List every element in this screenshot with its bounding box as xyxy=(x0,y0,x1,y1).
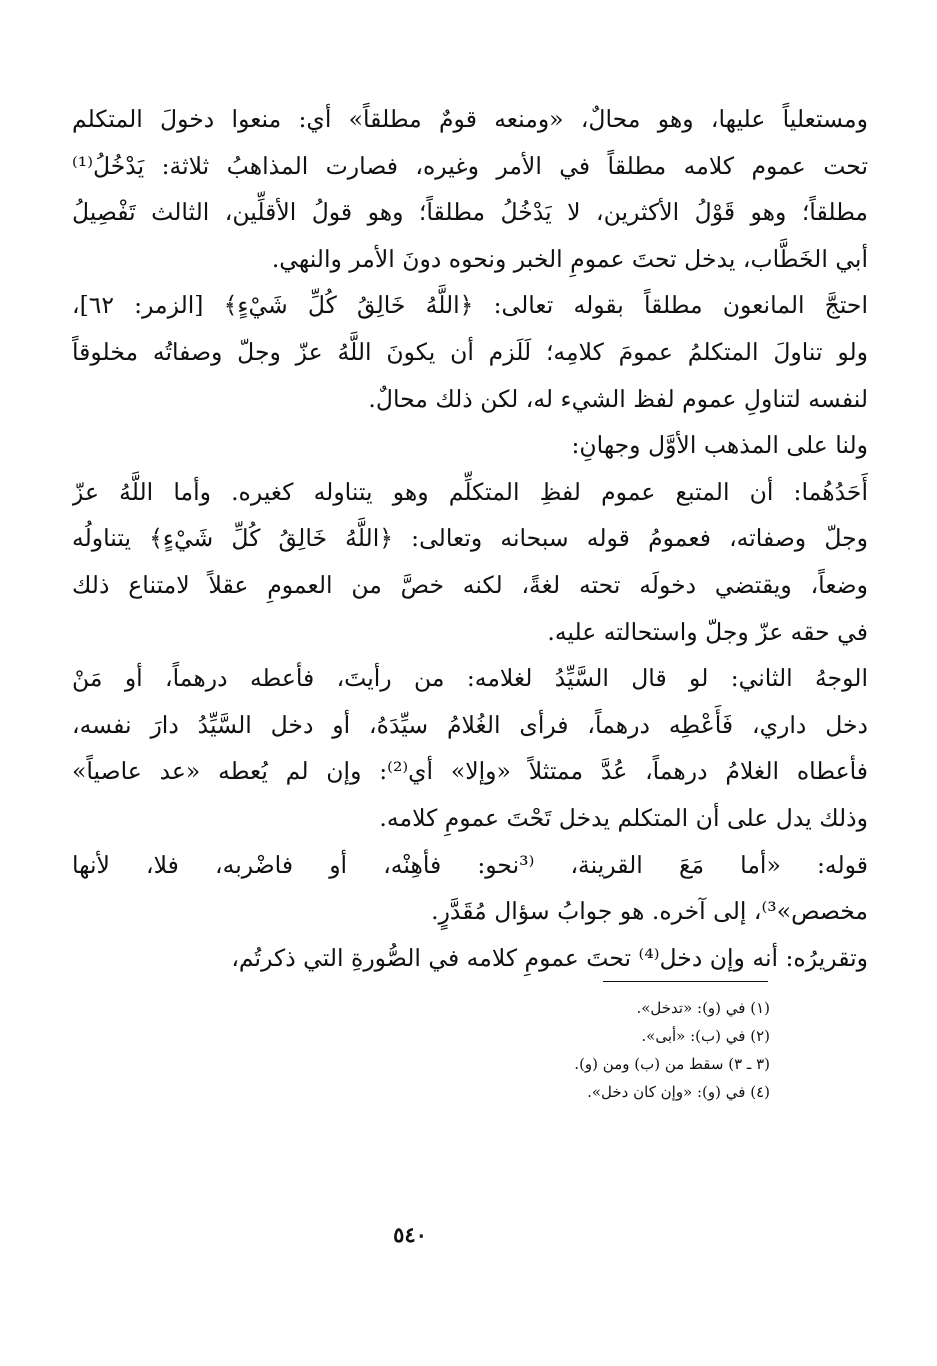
body-line: قوله: «أما مَعَ القرينة، ⁽³نحو: فأهِنْه، أو فاضْربه، فلا، لأنها xyxy=(72,850,868,879)
body-line: وجلّ وصفاته، فعمومُ قوله سبحانه وتعالى: ﴿اللَّهُ خَالِقُ كُلِّ شَيْءٍ﴾ يتناولُه xyxy=(72,524,868,553)
body-line: تحت عموم كلامه مطلقاً في الأمر وغيره، فصارت المذاهبُ ثلاثة: يَدْخُلُ⁽¹⁾ xyxy=(72,151,868,180)
footnote: (١) في (و): «تدخل». xyxy=(636,999,770,1017)
body-line: وضعاً، ويقتضي دخولَه تحته لغةً، لكنه خصَّ من العمومِ عقلاً لامتناع ذلك xyxy=(72,570,868,599)
main-text-block xyxy=(72,96,868,981)
body-line: وتقريرُه: أنه وإن دخل⁽⁴⁾ تحتَ عمومِ كلامه في الصُّورةِ التي ذكرتُم، xyxy=(231,943,868,972)
page-number: ٥٤٠ xyxy=(393,1222,427,1247)
body-line: ولنا على المذهب الأوَّل وجهانِ: xyxy=(571,431,868,460)
footnote: (٢) في (ب): «أبى». xyxy=(641,1027,770,1045)
footnote: (٤) في (و): «وإن كان دخل». xyxy=(587,1083,770,1101)
body-line: دخل داري، فَأَعْطِه درهماً، فرأى الغُلامُ سيِّدَهُ، أو دخل السَّيِّدُ دارَ نفسه، xyxy=(72,710,868,739)
body-line: أبي الخَطَّاب، يدخل تحتَ عمومِ الخبر ونحوه دونَ الأمر والنهي. xyxy=(271,244,868,273)
body-line: مخصص»³⁾، إلى آخره. هو جوابُ سؤال مُقَدَّرٍ. xyxy=(431,897,868,926)
body-line: ولو تناولَ المتكلمُ عمومَ كلامِه؛ لَلَزم أن يكونَ اللَّهُ عزّ وجلّ وصفاتُه مخلوقاً xyxy=(72,337,868,366)
body-line: في حقه عزّ وجلّ واستحالته عليه. xyxy=(547,617,868,646)
body-line: فأعطاه الغلامُ درهماً، عُدَّ ممتثلاً «وإلا» أي⁽²⁾: وإن لم يُعطه «عد عاصياً» xyxy=(72,757,868,786)
footnotes-block xyxy=(400,994,770,1106)
footnote-divider xyxy=(603,981,768,982)
body-line: الوجهُ الثاني: لو قال السَّيِّدُ لغلامه: من رأيتَ، فأعطه درهماً، أو مَنْ xyxy=(72,664,868,693)
body-line: ومستعلياً عليها، وهو محالٌ، «ومنعه قومٌ مطلقاً» أي: منعوا دخولَ المتكلم xyxy=(72,105,868,133)
body-line: أَحَدُهُما: أن المتبع عموم لفظِ المتكلِّم وهو يتناوله كغيره. وأما اللَّهُ عزّ xyxy=(72,477,868,506)
body-line: احتجَّ المانعون مطلقاً بقوله تعالى: ﴿اللَّهُ خَالِقُ كُلِّ شَيْءٍ﴾ [الزمر: ٦٢]، xyxy=(72,291,868,320)
body-line: لنفسه لتناولِ عموم لفظ الشيء له، لكن ذلك محالٌ. xyxy=(368,384,868,413)
body-line: وذلك يدل على أن المتكلم يدخل تَحْتَ عمومِ كلامه. xyxy=(379,803,868,832)
body-line: مطلقاً؛ وهو قَوْلُ الأكثرين، لا يَدْخُلُ مطلقاً؛ وهو قولُ الأقلِّين، الثالث تَفْصِيلُ xyxy=(72,198,868,227)
footnote: (٣ ـ ٣) سقط من (ب) ومن (و). xyxy=(574,1055,770,1073)
